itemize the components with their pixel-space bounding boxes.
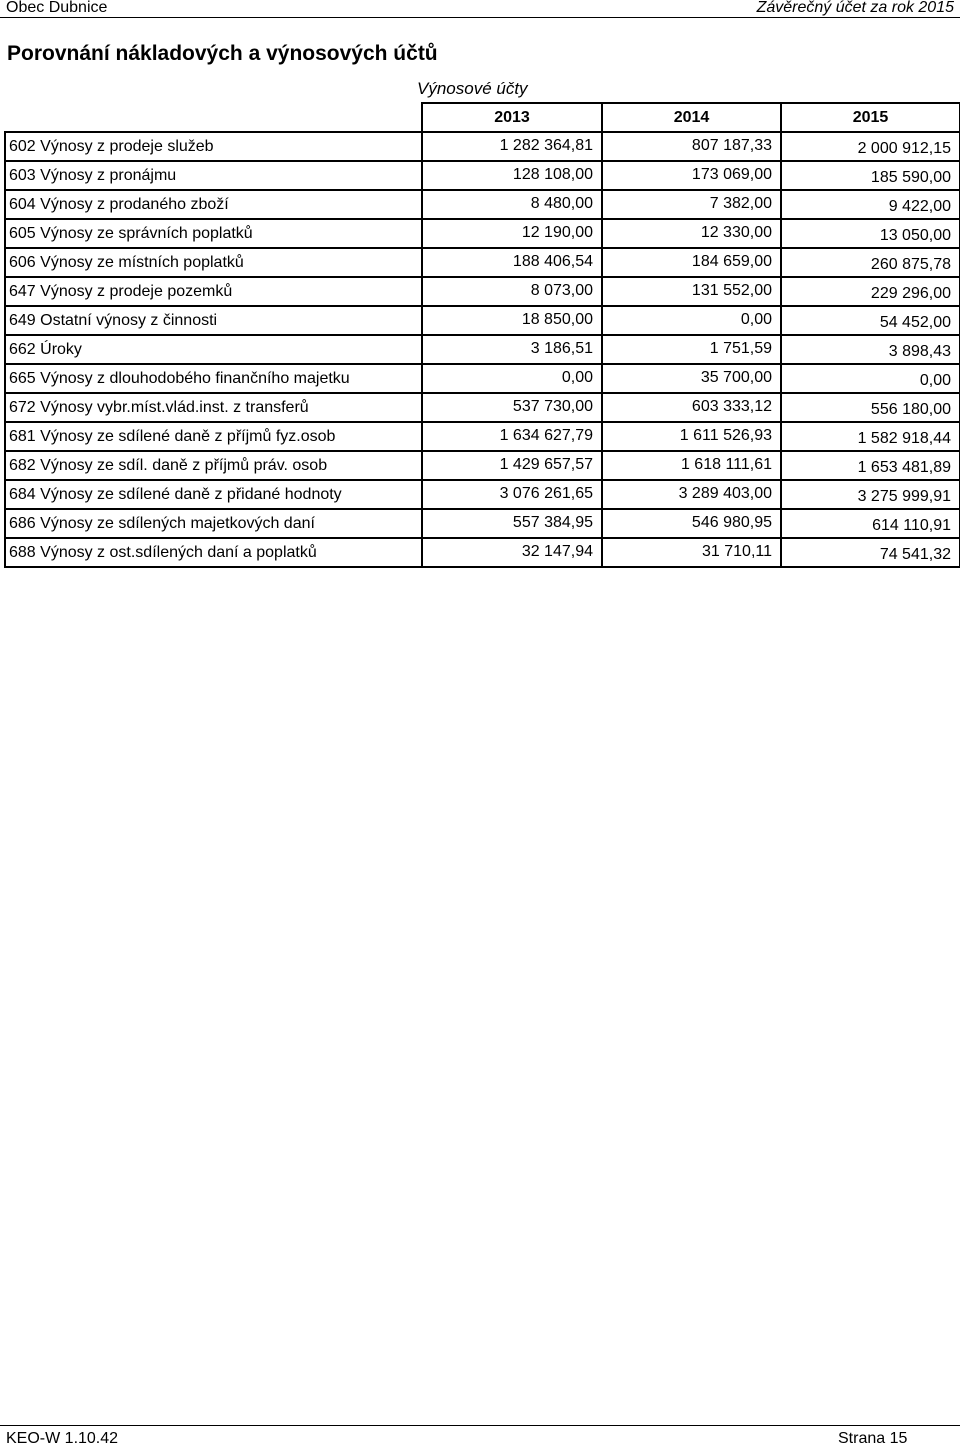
table-row: [5, 335, 960, 364]
value-2013-cell: 188 406,54: [422, 248, 602, 277]
table-header-row: [5, 103, 960, 132]
table-row: [5, 451, 960, 480]
year-header-2015: 2015: [781, 103, 960, 132]
value-2015-cell: 0,00: [781, 364, 960, 393]
table-row: [5, 422, 960, 451]
account-name-cell: 682 Výnosy ze sdíl. daně z příjmů práv. osob: [5, 451, 422, 480]
value-2013-cell: 128 108,00: [422, 161, 602, 190]
value-2014-cell: 31 710,11: [602, 538, 781, 567]
account-name-cell: 662 Úroky: [5, 335, 422, 364]
value-2015-cell: 74 541,32: [781, 538, 960, 567]
value-2015-cell: 556 180,00: [781, 393, 960, 422]
table-row: [5, 393, 960, 422]
header-blank-cell: [5, 103, 422, 132]
header-divider: [0, 17, 960, 18]
account-name-cell: 686 Výnosy ze sdílených majetkových daní: [5, 509, 422, 538]
table-body: [5, 132, 960, 567]
table-row: [5, 132, 960, 161]
value-2015-cell: 1 582 918,44: [781, 422, 960, 451]
year-header-2013: 2013: [422, 103, 602, 132]
value-2014-cell: 3 289 403,00: [602, 480, 781, 509]
value-2014-cell: 173 069,00: [602, 161, 781, 190]
header-municipality: Obec Dubnice: [6, 0, 108, 16]
value-2015-cell: 614 110,91: [781, 509, 960, 538]
value-2014-cell: 7 382,00: [602, 190, 781, 219]
table-row: [5, 190, 960, 219]
table-row: [5, 480, 960, 509]
value-2014-cell: 603 333,12: [602, 393, 781, 422]
value-2015-cell: 1 653 481,89: [781, 451, 960, 480]
footer-divider: [0, 1425, 960, 1426]
value-2014-cell: 1 611 526,93: [602, 422, 781, 451]
value-2013-cell: 1 429 657,57: [422, 451, 602, 480]
value-2015-cell: 54 452,00: [781, 306, 960, 335]
value-2014-cell: 35 700,00: [602, 364, 781, 393]
account-name-cell: 649 Ostatní výnosy z činnosti: [5, 306, 422, 335]
value-2014-cell: 546 980,95: [602, 509, 781, 538]
value-2014-cell: 0,00: [602, 306, 781, 335]
account-name-cell: 688 Výnosy z ost.sdílených daní a poplatků: [5, 538, 422, 567]
table-row: [5, 161, 960, 190]
value-2013-cell: 3 186,51: [422, 335, 602, 364]
value-2013-cell: 557 384,95: [422, 509, 602, 538]
account-name-cell: 665 Výnosy z dlouhodobého finančního majetku: [5, 364, 422, 393]
value-2014-cell: 131 552,00: [602, 277, 781, 306]
value-2015-cell: 13 050,00: [781, 219, 960, 248]
value-2015-cell: 229 296,00: [781, 277, 960, 306]
section-title: Výnosové účty: [417, 79, 528, 98]
account-name-cell: 681 Výnosy ze sdílené daně z příjmů fyz.osob: [5, 422, 422, 451]
table-row: [5, 219, 960, 248]
account-name-cell: 647 Výnosy z prodeje pozemků: [5, 277, 422, 306]
value-2013-cell: 18 850,00: [422, 306, 602, 335]
value-2015-cell: 3 898,43: [781, 335, 960, 364]
revenue-table: [4, 102, 960, 568]
table-row: [5, 538, 960, 567]
value-2015-cell: 9 422,00: [781, 190, 960, 219]
value-2013-cell: 0,00: [422, 364, 602, 393]
account-name-cell: 602 Výnosy z prodeje služeb: [5, 132, 422, 161]
table-row: [5, 248, 960, 277]
value-2015-cell: 3 275 999,91: [781, 480, 960, 509]
footer-software-version: KEO-W 1.10.42: [6, 1430, 119, 1447]
value-2014-cell: 184 659,00: [602, 248, 781, 277]
table-row: [5, 509, 960, 538]
value-2015-cell: 2 000 912,15: [781, 132, 960, 161]
table-row: [5, 364, 960, 393]
value-2013-cell: 8 480,00: [422, 190, 602, 219]
header-document-title: Závěrečný účet za rok 2015: [756, 0, 954, 16]
value-2013-cell: 3 076 261,65: [422, 480, 602, 509]
value-2013-cell: 1 282 364,81: [422, 132, 602, 161]
account-name-cell: 684 Výnosy ze sdílené daně z přidané hodnoty: [5, 480, 422, 509]
value-2014-cell: 807 187,33: [602, 132, 781, 161]
value-2015-cell: 260 875,78: [781, 248, 960, 277]
value-2014-cell: 1 618 111,61: [602, 451, 781, 480]
table-row: [5, 277, 960, 306]
footer-page-number: Strana 15: [838, 1430, 908, 1447]
page-title: Porovnání nákladových a výnosových účtů: [7, 42, 438, 65]
value-2014-cell: 1 751,59: [602, 335, 781, 364]
value-2013-cell: 12 190,00: [422, 219, 602, 248]
value-2013-cell: 537 730,00: [422, 393, 602, 422]
account-name-cell: 603 Výnosy z pronájmu: [5, 161, 422, 190]
value-2013-cell: 8 073,00: [422, 277, 602, 306]
year-header-2014: 2014: [602, 103, 781, 132]
account-name-cell: 605 Výnosy ze správních poplatků: [5, 219, 422, 248]
account-name-cell: 606 Výnosy ze místních poplatků: [5, 248, 422, 277]
value-2013-cell: 1 634 627,79: [422, 422, 602, 451]
account-name-cell: 672 Výnosy vybr.míst.vlád.inst. z transferů: [5, 393, 422, 422]
value-2014-cell: 12 330,00: [602, 219, 781, 248]
account-name-cell: 604 Výnosy z prodaného zboží: [5, 190, 422, 219]
value-2015-cell: 185 590,00: [781, 161, 960, 190]
table-row: [5, 306, 960, 335]
value-2013-cell: 32 147,94: [422, 538, 602, 567]
